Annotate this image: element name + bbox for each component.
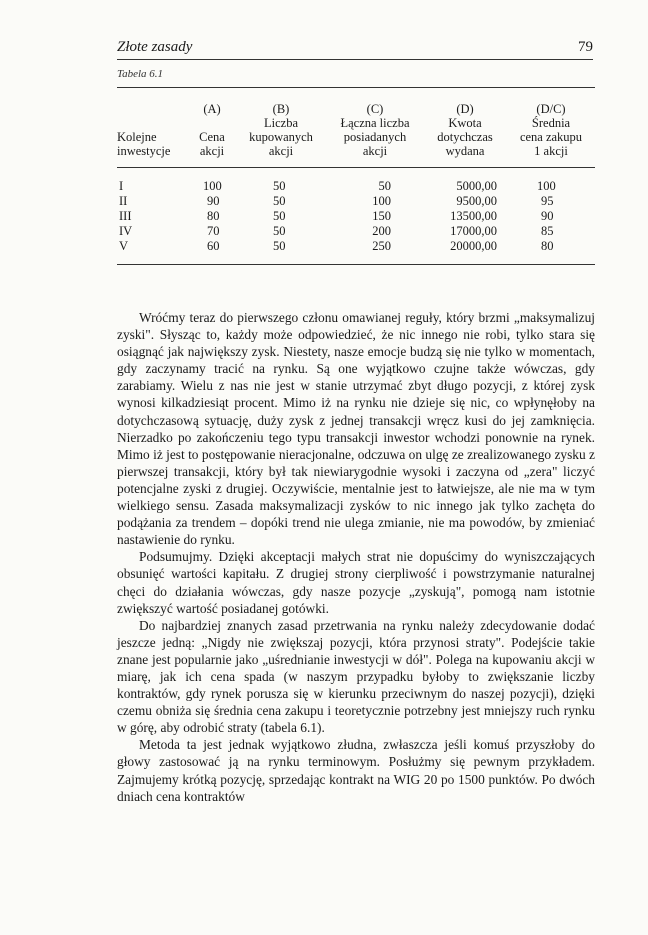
table-caption: Tabela 6.1 (117, 68, 164, 80)
paragraph: Do najbardziej znanych zasad przetrwania na rynku należy zdecydowanie dodać jeszcze jedną: „Nigdy nie zwiększaj pozycji, która przynosi straty". Podejście takie znane jest popularnie jako „uśrednianie inwestycji w dół". Polega na kupowaniu akcji w miarę, jak ich cena spada (w naszym przypadku byłoby to zwiększanie liczby kontraktów, gdy rynek porusza się w kierunku przeciwnym do naszej pozycji), dzięki czemu obniża się średnia cena zakupu i teoretycznie potrzebny jest mniejszy ruch rynku w górę, aby odrobić straty (tabela 6.1). (117, 617, 595, 736)
chapter-title: Złote zasady (117, 39, 193, 55)
table-row: II 90 50 100 9500,00 95 (119, 194, 554, 208)
page-number: 79 (578, 39, 593, 55)
column-header: (C) Łączna liczba posiadanych akcji (340, 102, 410, 158)
paragraph: Metoda ta jest jednak wyjątkowo złudna, zwłaszcza jeśli komuś przyszłoby do głowy zastosować ją na rynku terminowym. Posłużmy się pewnym przykładem. Zajmujemy krótką pozycję, sprzedając kontrakt na WIG 20 po 1500 punktów. Po dwóch dniach cena kontraktów (117, 737, 595, 804)
data-table (117, 87, 595, 265)
table-row: IV 70 50 200 17000,00 85 (119, 224, 554, 238)
column-header: (A) Cena akcji (199, 102, 225, 158)
column-header: (D/C) Średnia cena zakupu 1 akcji (519, 102, 583, 158)
table-row: V 60 50 250 20000,00 80 (119, 239, 554, 253)
running-header (117, 37, 593, 60)
table-row: III 80 50 150 13500,00 90 (119, 209, 554, 223)
header-divider (117, 167, 595, 168)
column-header: Kolejne inwestycje (117, 130, 171, 158)
table-row: I 100 50 50 5000,00 100 (119, 179, 556, 193)
body-text (117, 309, 595, 805)
paragraph: Podsumujmy. Dzięki akceptacji małych strat nie dopuścimy do wyniszczających obsunięć wartości kapitału. Z drugiej strony cierpliwość i powstrzymanie naturalnej chęci do działania wówczas, gdy nasze pozycje „zyskują", pomogą nam istotnie zwiększyć wartość posiadanej gotówki. (117, 549, 595, 616)
column-header: (B) Liczba kupowanych akcji (249, 102, 313, 158)
column-header: (D) Kwota dotychczas wydana (437, 102, 493, 158)
paragraph: Wróćmy teraz do pierwszego członu omawianej reguły, który brzmi „maksymalizuj zyski". Słysząc to, każdy może odpowiedzieć, że nic innego nie robi, tylko stara się osiągnąć jak największy zysk. Niestety, nasze emocje budzą się nie tylko w momentach, gdy zaczynamy tracić na rynku. Są one wyjątkowo czujne także wówczas, gdy zarabiamy. Wielu z nas nie jest w stanie utrzymać zbyt długo pozycji, z której zysk wynosi kilkadziesiąt procent. Mimo iż na rynku nie dzieje się nic, co wpłynęłoby na dotychczasową sytuację, duży zysk z jednej transakcji wręcz kusi do jej zamknięcia. Nierzadko po zakończeniu tego typu transakcji inwestor wchodzi ponownie na rynek. Mimo iż jest to postępowanie nieracjonalne, odczuwa on ulgę ze zrealizowanego zysku z pierwszej transakcji, który był tak niewiarygodnie wysoki i zaczyna od „zera" liczyć potencjalne zyski z drugiej. Oczywiście, mentalnie jest to łatwiejsze, ale nie ma w tym wielkiego sensu. Zasada maksymalizacji zysków to nic innego jak tylko zachęta do podążania za trendem – dopóki trend nie ulega zmianie, nie ma powodów, by zmieniać nastawienie do rynku. (117, 310, 595, 548)
